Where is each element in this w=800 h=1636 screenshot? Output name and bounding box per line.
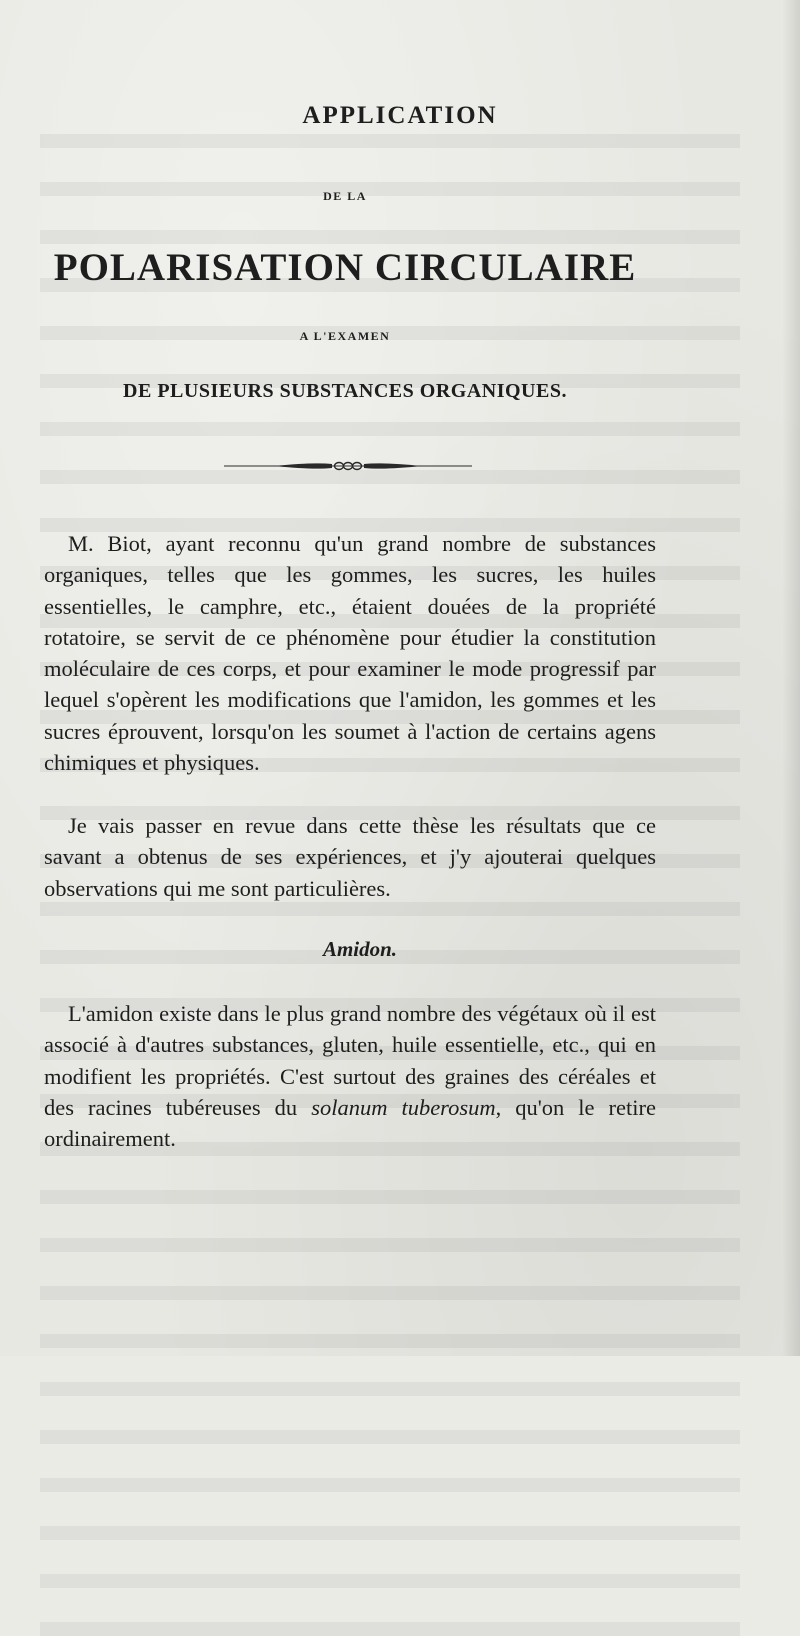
paragraph-amidon-text-start: L'amidon existe dans le plus grand nombre des végétaux où il est associé à d'autres substances, gluten, huile essentielle, etc., qui en modifient les propriétés. C'est surtout des graines des céréales et des racines tubéreuses du [44, 1001, 656, 1120]
section-heading-amidon: Amidon. [322, 937, 398, 961]
title-application: APPLICATION [302, 102, 498, 129]
paragraph-these: Je vais passer en revue dans cette thèse les résultats que ce savant a obtenus de ses expériences, et j'y ajouterai quelques observations qui me sont particulières. [44, 813, 656, 901]
title-polarisation-circulaire: POLARISATION CIRCULAIRE [53, 246, 637, 289]
paragraph-amidon-italic-term: solanum tuberosum [311, 1094, 496, 1120]
title-de-la: DE LA [323, 189, 367, 203]
title-substances-organiques: DE PLUSIEURS SUBSTANCES ORGANIQUES. [123, 380, 567, 402]
paragraph-amidon [44, 998, 656, 1154]
paragraph-amidon-text-end: , qu'on le retire ordinairement. [44, 1094, 656, 1152]
ornamental-rule-icon [224, 459, 472, 473]
page-edge-shadow [782, 0, 800, 1356]
title-a-l-examen: A L'EXAMEN [299, 329, 391, 343]
paragraph-biot: M. Biot, ayant reconnu qu'un grand nombre de substances organiques, telles que les gommes, les sucres, les huiles essentielles, le camphre, etc., étaient douées de la propriété rotatoire, se servit de ce phénomène pour étudier la constitution moléculaire de ces corps, et pour examiner le mode progressif par lequel s'opèrent les modifications que l'amidon, les gommes et les sucres éprouvent, lorsqu'on les soumet à l'action de certains agens chimiques et physiques. [44, 531, 656, 776]
